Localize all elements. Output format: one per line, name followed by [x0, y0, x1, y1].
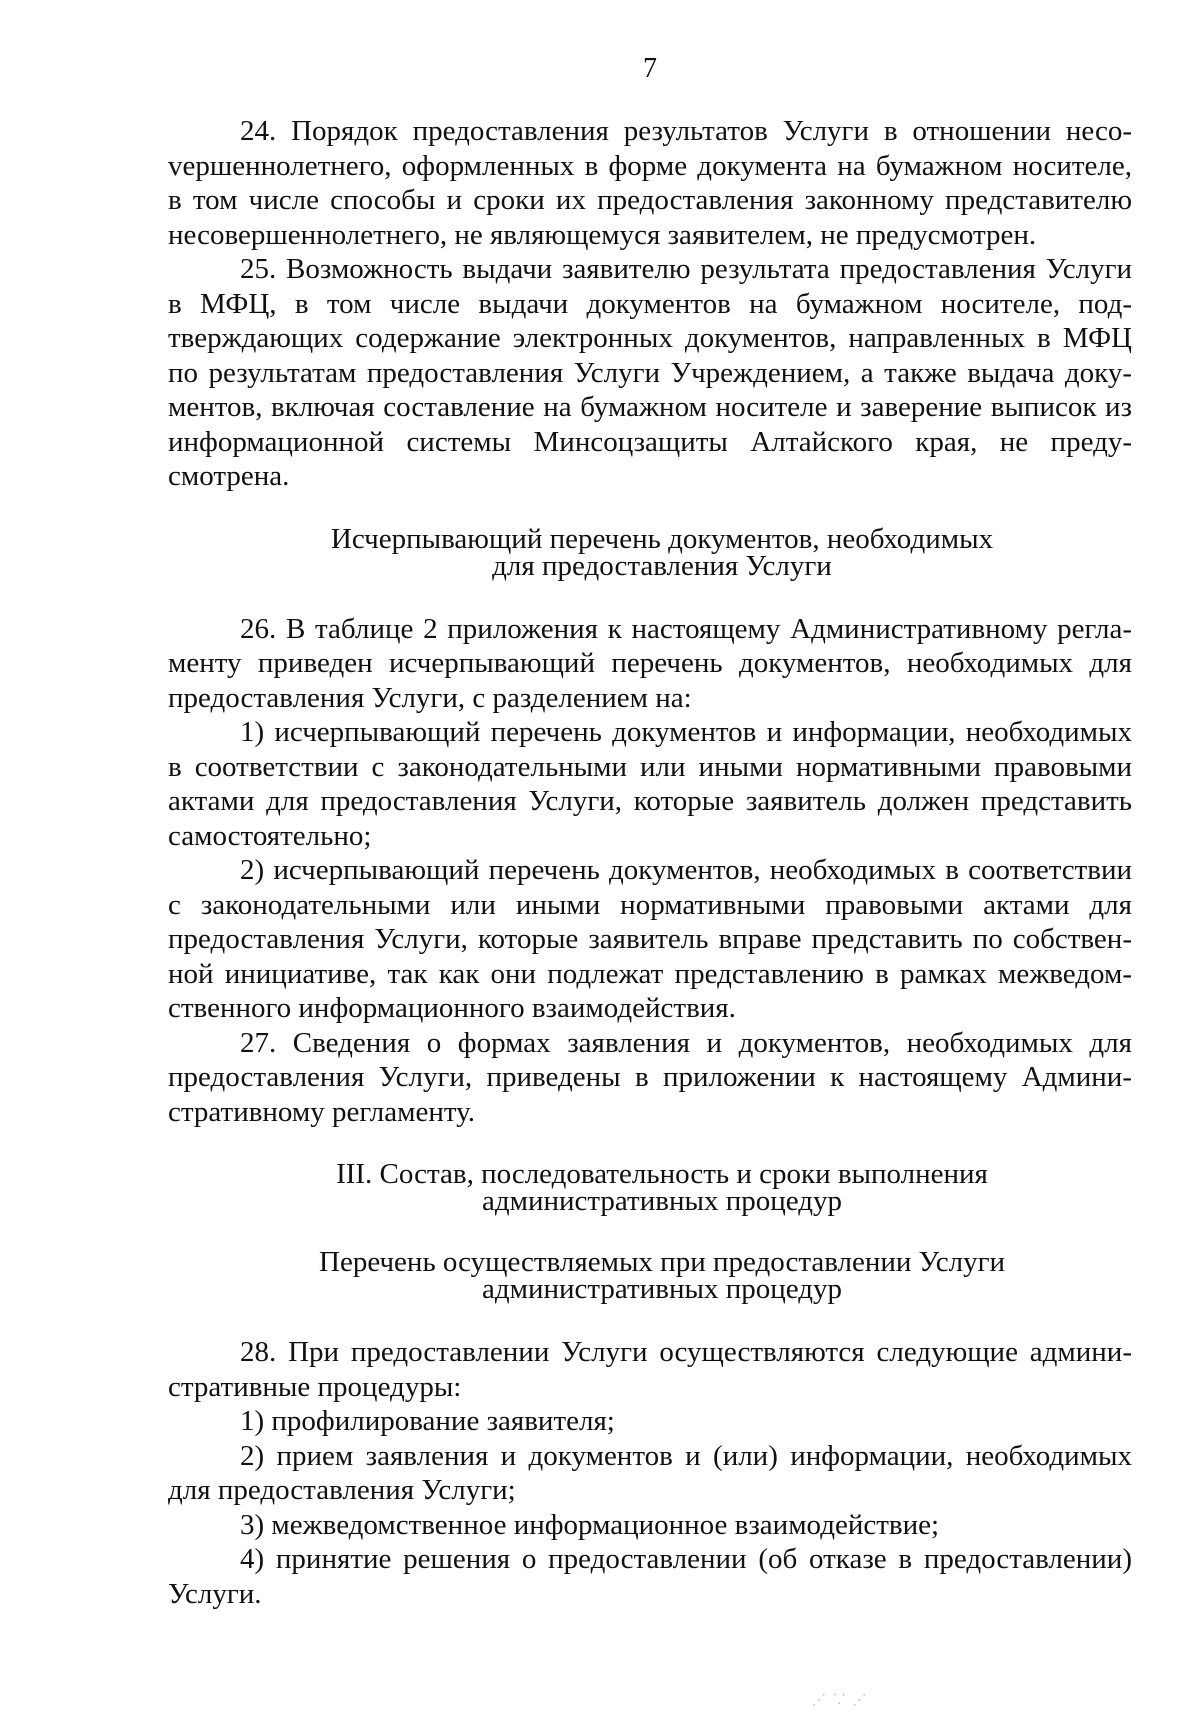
section-heading-procedures — [168, 1246, 1132, 1305]
list-item-28-2: 2) прием заявления и документов и (или) информации, необходимых для предоставления Услуги; — [168, 1439, 1132, 1506]
page-number: 7 — [643, 53, 657, 84]
heading-line: Перечень осуществляемых при предоставлении Услуги — [319, 1246, 1005, 1278]
paragraph-24: 24. Порядок предоставления результатов Услуги в отношении несоvершеннолетнего, оформленных в форме документа на бумажном носителе, в том числе способы и сроки их предоставления законному представителю несовершеннолетнего, не являющемуся заявителем, не предусмотрен. — [168, 115, 1132, 251]
list-item-28-1: 1) профилирование заявителя; — [240, 1405, 615, 1437]
paragraph-group-28 — [168, 1335, 1132, 1611]
paragraph-26: 26. В таблице 2 приложения к настоящему Административному регламенту приведен исчерпывающий перечень документов, необходимых для предоставления Услуги, с разделением на: — [168, 612, 1132, 714]
list-item-26-1: 1) исчерпывающий перечень документов и информации, необходимых в соответствии с законодательными или иными нормативными правовыми актами для предоставления Услуги, которые заявитель должен представить самостоятельно; — [168, 716, 1132, 852]
list-item-28-3: 3) межведомственное информационное взаимодействие; — [240, 1508, 940, 1541]
heading-line: III. Состав, последовательность и сроки выполнения — [336, 1158, 988, 1190]
heading-line: административных процедур — [482, 1185, 842, 1217]
list-item-26-2: 2) исчерпывающий перечень документов, необходимых в соответствии с законодательными или иными нормативными правовыми актами для предоставления Услуги, которые заявитель вправе представить по собственной инициативе, так как они подлежат представлению в рамках межведомственного информационного взаимодействия. — [168, 854, 1132, 1024]
section-heading-documents — [168, 522, 1132, 582]
list-item-28-4: 4) принятие решения о предоставлении (об отказе в предоставлении) Услуги. — [168, 1543, 1132, 1610]
heading-line: для предоставления Услуги — [492, 549, 832, 582]
paragraph-27: 27. Сведения о формах заявления и документов, необходимых для предоставления Услуги, приведены в приложении к настоящему Административному регламенту. — [168, 1026, 1132, 1128]
heading-line: Исчерпывающий перечень документов, необходимых — [330, 522, 994, 555]
scan-artifact: ⋰ ⸪ ⋰ — [812, 1693, 869, 1708]
section-heading-III — [168, 1158, 1132, 1217]
document-body — [168, 114, 1132, 1611]
paragraph-25: 25. Возможность выдачи заявителю результата предоставления Услуги в МФЦ, в том числе выдачи документов на бумажном носителе, подтверждающих содержание электронных документов, направленных в МФЦ по результатам предоставления Услуги Учреждением, а также выдача документов, включая составление на бумажном носителе и заверение выписок из информационной системы Минсоцзащиты Алтайского края, не предусмотрена. — [168, 253, 1132, 492]
heading-line: административных процедур — [482, 1273, 842, 1305]
paragraph-group-26-27 — [168, 612, 1132, 1130]
paragraph-28: 28. При предоставлении Услуги осуществляются следующие административные процедуры: — [168, 1336, 1132, 1403]
